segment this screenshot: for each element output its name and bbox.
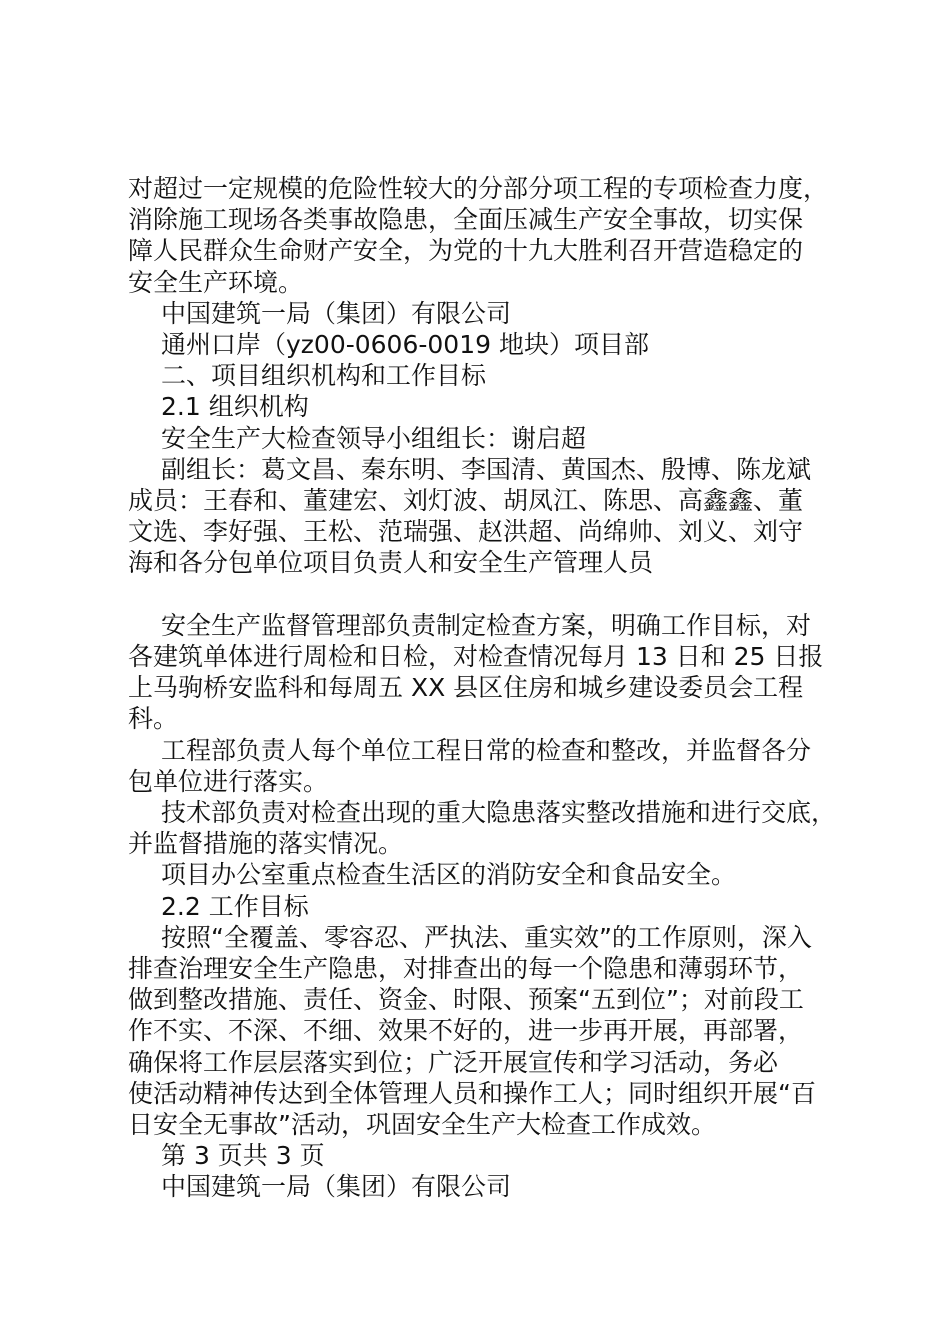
paragraph-safety-dept: 安全生产监督管理部负责制定检查方案，明确工作目标，对 各建筑单体进行周检和日检，对检查情况每月 13 日和 25 日报 上马驹桥安监科和每周五 XX 县区住房和城乡建设委员会工程 科。: [128, 610, 824, 734]
blank-line: [128, 579, 848, 610]
paragraph-office: 项目办公室重点检查生活区的消防安全和食品安全。: [161, 860, 737, 890]
deputy-leaders: 副组长：葛文昌、秦东明、李国清、黄国杰、殷博、陈龙斌: [161, 454, 812, 484]
page-number: 第 3 页共 3 页: [161, 1141, 325, 1171]
document-page: [128, 173, 848, 1203]
subsection-heading: 2.1 组织机构: [161, 392, 309, 422]
paragraph-goals: 按照“全覆盖、零容忍、严执法、重实效”的工作原则，深入 排查治理安全生产隐患，对排查出的每一个隐患和薄弱环节， 做到整改措施、责任、资金、时限、预案“五到位”；对前段工 作不实、不深、不细、效果不好的，进一步再开展，再部署， 确保将工作层层落实到位；广泛开展宣传和学习活动，务必 使活动精神传达到全体管理人员和操作工人；同时组织开展“百 日安全无事故”活动，巩固安全生产大检查工作成效。: [128, 922, 816, 1140]
paragraph-continuation: 对超过一定规模的危险性较大的分部分项工程的专项检查力度， 消除施工现场各类事故隐患，全面压减生产安全事故，切实保 障人民群众生命财产安全，为党的十九大胜利召开营造稳定的 安全生产环境。: [128, 174, 829, 297]
company-name-footer: 中国建筑一局（集团）有限公司: [161, 1172, 512, 1202]
group-leader: 安全生产大检查领导小组组长：谢启超: [161, 423, 587, 453]
project-department: 通州口岸（yz00-0606-0019 地块）项目部: [161, 330, 649, 360]
group-members: 成员：王春和、董建宏、刘灯波、胡凤江、陈思、高鑫鑫、董 文选、李好强、王松、范瑞强、赵洪超、尚绵帅、刘义、刘守 海和各分包单位项目负责人和安全生产管理人员: [128, 486, 804, 578]
paragraph-engineering-dept: 工程部负责人每个单位工程日常的检查和整改，并监督各分 包单位进行落实。: [128, 735, 812, 796]
subsection-heading-goals: 2.2 工作目标: [161, 891, 309, 921]
section-heading: 二、项目组织机构和工作目标: [161, 361, 487, 391]
company-name: 中国建筑一局（集团）有限公司: [161, 298, 512, 328]
paragraph-technical-dept: 技术部负责对检查出现的重大隐患落实整改措施和进行交底， 并监督措施的落实情况。: [128, 798, 837, 859]
